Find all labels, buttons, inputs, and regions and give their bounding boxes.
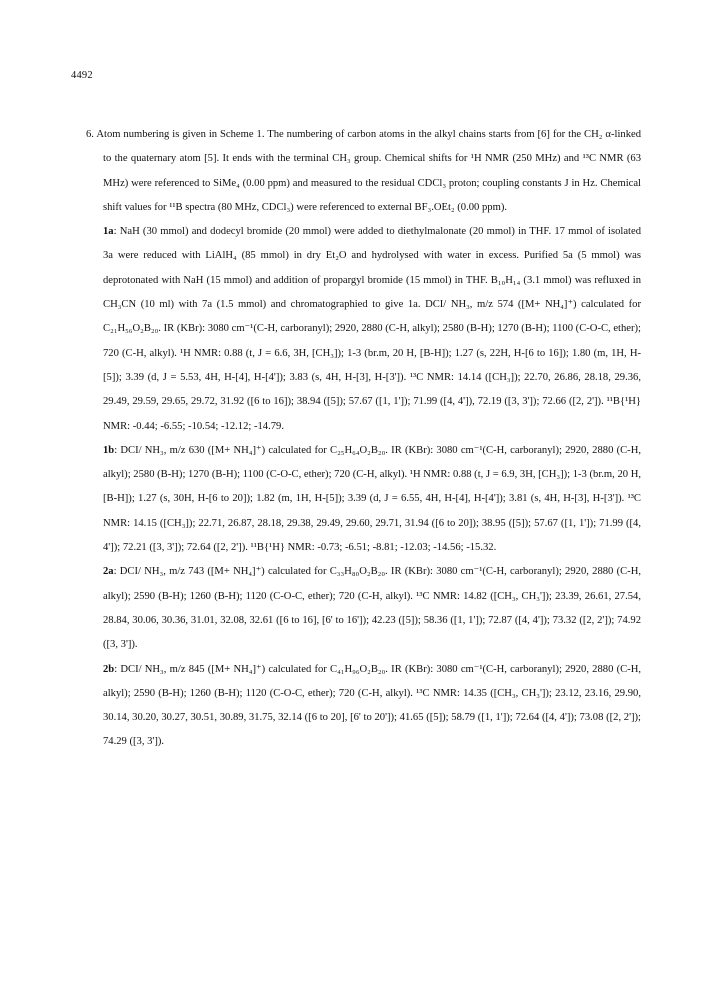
compound-data: : DCI/ NH₃, m/z 630 ([M+ NH₄]⁺) calculated for C₂₅H₆₄O₂B₂₀. IR (KBr): 3080 cm⁻¹(C-H, carboranyl); 2920, 2880 (C-H, alkyl); 2580 (B-H); 1270 (B-H); 1100 (C-O-C, ether); 720 (C-H, alkyl). ¹H NMR: 0.88 (t, J = 6.9, 3H, [CH₃]); 1-3 (br.m, 20 H, [B-H]); 1.27 (s, 30H, H-[6 to 20]); 1.82 (m, 1H, H-[5]); 3.39 (d, J = 6.55, 4H, H-[4], H-[4']); 3.81 (s, 4H, H-[3], H-[3']). ¹³C NMR: 14.15 ([CH₃]); 22.71, 26.87, 28.18, 29.38, 29.49, 29.60, 29.71, 31.94 ([6 to 20]); 38.95 ([5]); 57.67 ([1, 1']); 71.99 ([4, 4']); 72.21 ([3, 3']); 72.64 ([2, 2']). ¹¹B{¹H} NMR: -0.73; -6.51; -8.81; -12.03; -14.56; -15.32. xyxy=(103,444,641,554)
page-number: 4492 xyxy=(71,70,93,81)
compound-label: 1b xyxy=(103,444,115,456)
compound-entry-1b xyxy=(103,439,641,560)
compound-label: 1a xyxy=(103,226,114,238)
footnote-number: 6. xyxy=(86,129,94,140)
compound-label: 2b xyxy=(103,663,115,675)
compound-entry-2a xyxy=(103,560,641,657)
compound-entry-2b xyxy=(103,658,641,755)
footnote-intro xyxy=(86,123,641,220)
footnote-intro-text: Atom numbering is given in Scheme 1. The numbering of carbon atoms in the alkyl chains starts from [6] for the CH₂ α-linked to the quaternary atom [5]. It ends with the terminal CH₃ group. Chemical shifts for ¹H NMR (250 MHz) and ¹³C NMR (63 MHz) were referenced to SiMe₄ (0.00 ppm) and measured to the residual CDCl₃ proton; coupling constants J in Hz. Chemical shift values for ¹¹B spectra (80 MHz, CDCl₃) were referenced to external BF₃.OEt₂ (0.00 ppm). xyxy=(96,129,641,213)
compound-label: 2a xyxy=(103,566,114,578)
compound-data: : NaH (30 mmol) and dodecyl bromide (20 mmol) were added to diethylmalonate (20 mmol) in THF. 17 mmol of isolated 3a were reduced with LiAlH₄ (85 mmol) in dry Et₂O and hydrolysed with water in excess. Purified 5a (5 mmol) was deprotonated with NaH (15 mmol) and addition of propargyl bromide (15 mmol) in THF. B₁₀H₁₄ (3.1 mmol) was refluxed in CH₃CN (10 ml) with 7a (1.5 mmol) and chromatographied to give 1a. DCI/ NH₃, m/z 574 ([M+ NH₄]⁺) calculated for C₂₁H₅₆O₂B₂₀. IR (KBr): 3080 cm⁻¹(C-H, carboranyl); 2920, 2880 (C-H, alkyl); 2580 (B-H); 1270 (B-H); 1100 (C-O-C, ether); 720 (C-H, alkyl). ¹H NMR: 0.88 (t, J = 6.6, 3H, [CH₃]); 1-3 (br.m, 20 H, [B-H]); 1.27 (s, 22H, H-[6 to 16]); 1.80 (m, 1H, H-[5]); 3.39 (d, J = 5.53, 4H, H-[4], H-[4']); 3.83 (s, 4H, H-[3], H-[3']). ¹³C NMR: 14.14 ([CH₃]); 22.70, 26.86, 28.18, 29.36, 29.49, 29.59, 29.65, 29.72, 31.92 ([6 to 16]); 38.94 ([5]); 57.67 ([1, 1']); 71.99 ([4, 4']), 72.19 ([3, 3']); 72.66 ([2, 2']). ¹¹B{¹H} NMR: -0.44; -6.55; -10.54; -12.12; -14.79. xyxy=(103,226,641,432)
compound-entry-1a xyxy=(103,220,641,439)
compound-data: : DCI/ NH₃, m/z 845 ([M+ NH₄]⁺) calculated for C₄₁H₉₆O₂B₂₀. IR (KBr): 3080 cm⁻¹(C-H, carboranyl); 2920, 2880 (C-H, alkyl); 2590 (B-H); 1260 (B-H); 1120 (C-O-C, ether); 720 (C-H, alkyl). ¹³C NMR: 14.35 ([CH₃, CH₃']); 23.12, 23.16, 29.90, 30.14, 30.20, 30.27, 30.51, 30.89, 31.75, 32.14 ([6 to 20], [6' to 20']); 41.65 ([5]); 58.79 ([1, 1']); 72.64 ([4, 4']); 73.08 ([2, 2']); 74.29 ([3, 3']). xyxy=(103,663,641,748)
footnote-6 xyxy=(86,123,641,755)
compound-data: : DCI/ NH₃, m/z 743 ([M+ NH₄]⁺) calculated for C₃₃H₈₀O₂B₂₀. IR (KBr): 3080 cm⁻¹(C-H, carboranyl); 2920, 2880 (C-H, alkyl); 2590 (B-H); 1260 (B-H); 1120 (C-O-C, ether); 720 (C-H, alkyl). ¹³C NMR: 14.82 ([CH₃, CH₃']); 23.39, 26.61, 27.54, 28.84, 30.06, 30.36, 31.01, 32.08, 32.61 ([6 to 16], [6' to 16']); 42.23 ([5]); 58.36 ([1, 1']); 72.87 ([4, 4']); 73.32 ([2, 2']); 74.92 ([3, 3']). xyxy=(103,566,641,651)
